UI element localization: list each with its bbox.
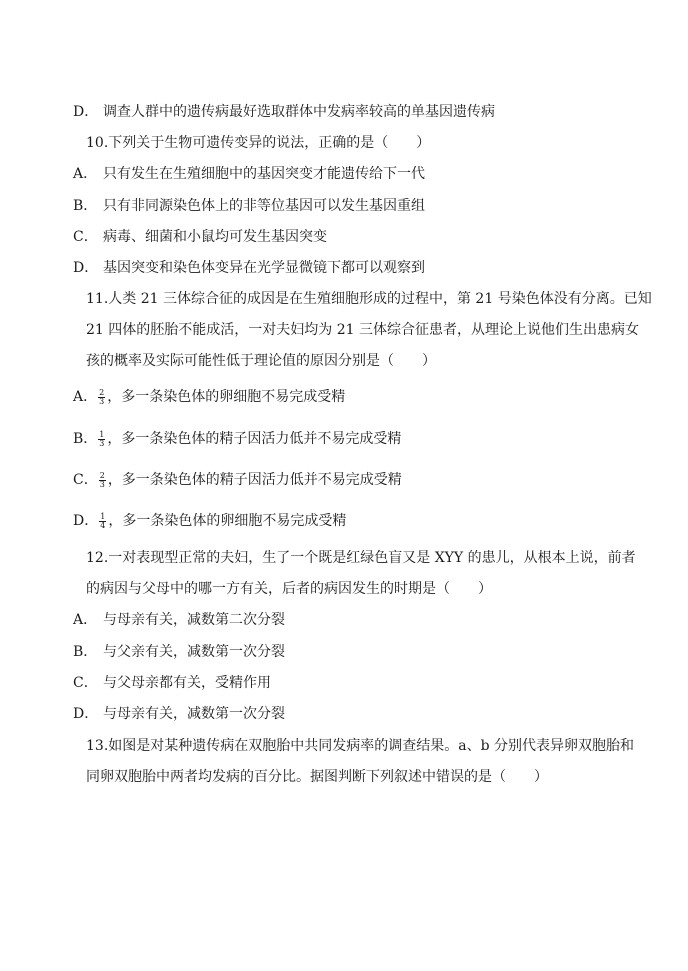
fraction-numerator: 2	[99, 470, 105, 480]
option-letter: C．	[73, 675, 98, 691]
q10-option-b	[73, 197, 425, 215]
fraction-denominator: 3	[99, 438, 105, 448]
option-letter: C．	[73, 472, 98, 488]
q9-option-d	[73, 103, 495, 121]
option-letter: D．	[73, 104, 99, 120]
q12-option-b	[73, 643, 285, 661]
fraction-denominator: 3	[99, 396, 105, 406]
option-text: 只有发生在生殖细胞中的基因突变才能遗传给下一代	[103, 166, 425, 182]
option-text: 病毒、细菌和小鼠均可发生基因突变	[103, 229, 327, 245]
fraction	[99, 513, 106, 530]
option-letter: A．	[73, 166, 98, 182]
q12-option-a	[73, 611, 285, 629]
option-text: 与父亲有关，减数第一次分裂	[103, 644, 285, 660]
option-letter: B．	[73, 644, 98, 660]
q11-stem-line: 21 四体的胚胎不能成活，一对夫妇均为 21 三体综合征患者，从理论上说他们生出患病女	[86, 322, 639, 338]
option-letter: C．	[73, 229, 98, 245]
fraction	[99, 472, 106, 489]
q13-stem-line: 13.如图是对某种遗传病在双胞胎中共同发病率的调查结果。a、b 分别代表异卵双胞胎和	[86, 738, 635, 754]
q11-option-a	[73, 388, 345, 406]
fraction-numerator: 2	[99, 387, 105, 397]
fraction-numerator: 1	[99, 429, 105, 439]
q11-option-d	[73, 512, 346, 530]
fraction	[98, 389, 105, 406]
option-text: 基因突变和染色体变异在光学显微镜下都可以观察到	[103, 260, 425, 276]
fraction-numerator: 1	[100, 511, 106, 521]
option-text: 只有非同源染色体上的非等位基因可以发生基因重组	[103, 198, 425, 214]
q11-stem-line: 11.人类 21 三体综合征的成因是在生殖细胞形成的过程中，第 21 号染色体没有分离。已知	[86, 291, 652, 307]
option-text: 调查人群中的遗传病最好选取群体中发病率较高的单基因遗传病	[103, 104, 495, 120]
q11-option-b	[73, 430, 401, 448]
option-text: ，多一条染色体的卵细胞不易完成受精	[108, 513, 347, 529]
option-letter: D．	[73, 260, 99, 276]
q12-stem-line: 12.一对表现型正常的夫妇，生了一个既是红绿色盲又是 XYY 的患儿，从根本上说，前者	[86, 550, 636, 566]
q12-stem-line: 的病因与父母中的哪一方有关，后者的病因发生的时期是（ ）	[86, 581, 492, 597]
fraction-denominator: 3	[99, 479, 105, 489]
option-text: 与母亲有关，减数第二次分裂	[103, 612, 285, 628]
option-text: ，多一条染色体的精子因活力低并不易完成受精	[107, 472, 402, 488]
option-letter: B．	[73, 198, 98, 214]
q13-stem-line: 同卵双胞胎中两者均发病的百分比。据图判断下列叙述中错误的是（ ）	[86, 769, 548, 785]
fraction-denominator: 4	[100, 520, 106, 530]
option-letter: A．	[73, 612, 98, 628]
q10-option-d	[73, 259, 425, 277]
q11-option-c	[73, 471, 402, 489]
option-letter: D．	[73, 706, 99, 722]
option-letter: B．	[73, 431, 98, 447]
option-text: ，多一条染色体的精子因活力低并不易完成受精	[107, 431, 402, 447]
option-letter: A．	[73, 389, 98, 405]
option-text: 与父母亲都有关，受精作用	[103, 675, 271, 691]
q11-stem-line: 孩的概率及实际可能性低于理论值的原因分别是（ ）	[86, 353, 436, 369]
q12-option-c	[73, 674, 271, 692]
option-letter: D．	[73, 513, 99, 529]
option-text: 与母亲有关，减数第一次分裂	[103, 706, 285, 722]
q10-option-a	[73, 165, 425, 183]
q10-option-c	[73, 228, 327, 246]
fraction	[98, 431, 105, 448]
q12-option-d	[73, 705, 285, 723]
option-text: ，多一条染色体的卵细胞不易完成受精	[107, 389, 346, 405]
q10-stem: 10.下列关于生物可遗传变异的说法，正确的是（ ）	[86, 135, 431, 151]
